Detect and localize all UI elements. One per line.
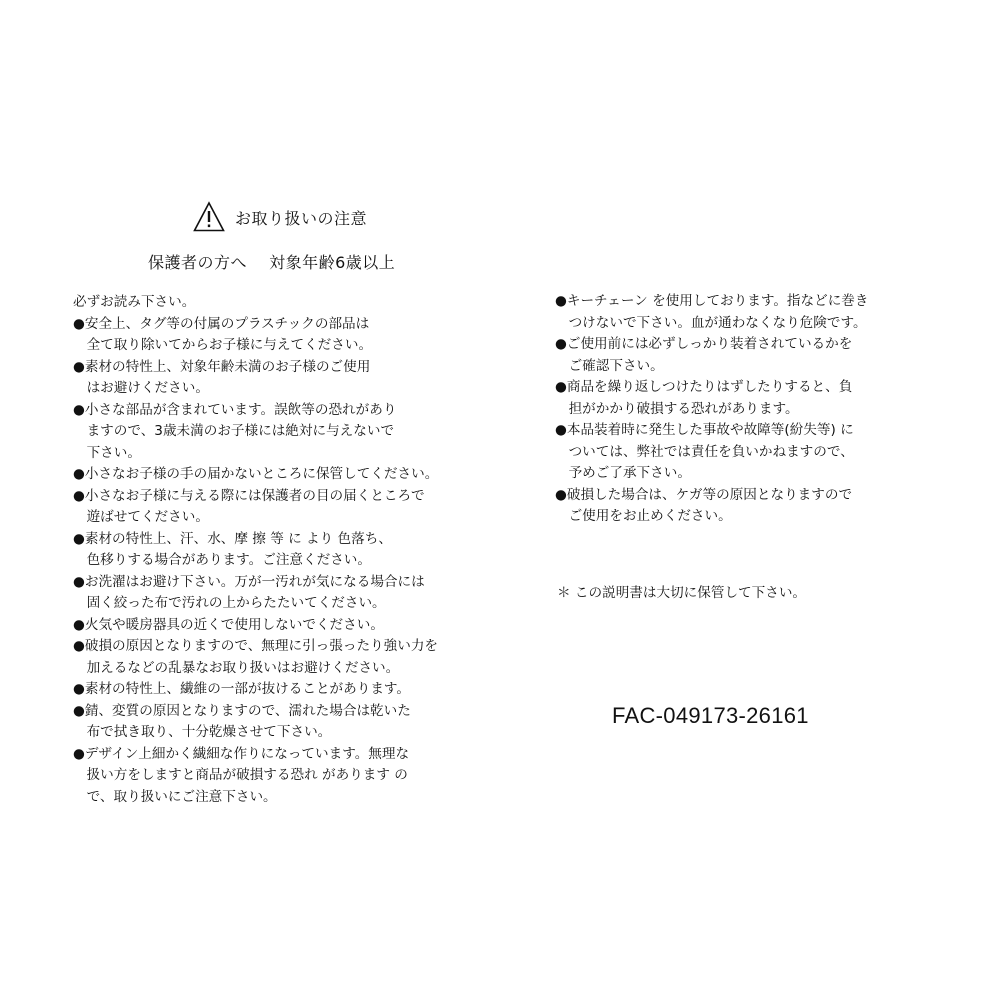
product-code: FAC-049173-26161: [612, 703, 809, 728]
list-item: はお避けください。: [73, 380, 209, 396]
list-item: 色移りする場合があります。ご注意ください。: [73, 552, 371, 568]
page-subtitle: 保護者の方へ 対象年齢6歳以上: [148, 253, 396, 272]
list-item: ●錆、変質の原因となりますので、濡れた場合は乾いた: [73, 702, 411, 719]
list-item: ●破損した場合は、ケガ等の原因となりますので: [555, 486, 853, 503]
right-caution-list: [555, 291, 868, 528]
list-item: で、取り扱いにご注意下さい。: [73, 788, 277, 805]
list-item: ●本品装着時に発生した事故や故障等(紛失等) に: [555, 422, 854, 438]
list-item: ●小さな部品が含まれています。誤飲等の恐れがあり: [73, 401, 397, 418]
list-item: 固く絞った布で汚れの上からたたいてください。: [73, 595, 386, 611]
list-item: ●小さなお子様に与える際には保護者の目の届くところで: [73, 487, 425, 504]
list-item: つけないで下さい。血が通わなくなり危険です。: [555, 314, 867, 331]
list-item: 扱い方をしますと商品が破損する恐れ があります の: [73, 767, 408, 783]
title-row: [193, 200, 367, 234]
list-item: ついては、弊社では責任を負いかねますので、: [555, 443, 854, 460]
list-item: ●商品を繰り返しつけたりはずしたりすると、負: [555, 379, 853, 395]
storage-note: ＊ この説明書は大切に保管して下さい。: [557, 585, 807, 601]
list-item: ●キーチェーン を使用しております。指などに巻き: [555, 293, 869, 309]
list-item: 加えるなどの乱暴なお取り扱いはお避けください。: [73, 659, 400, 676]
list-item: ●素材の特性上、繊維の一部が抜けることがあります。: [73, 681, 411, 697]
list-item: 全て取り除いてからお子様に与えてください。: [73, 337, 373, 353]
list-item: ●安全上、タグ等の付属のプラスチックの部品は: [73, 315, 370, 332]
list-item: ご使用をお止めください。: [555, 508, 732, 524]
list-item: ●素材の特性上、汗、水、摩 擦 等 に より 色落ち、: [73, 530, 392, 547]
list-item: ご確認下さい。: [555, 357, 664, 374]
list-item: ●素材の特性上、対象年齢未満のお子様のご使用: [73, 358, 371, 375]
list-item: ●デザイン上細かく繊細な作りになっています。無理な: [73, 745, 410, 762]
list-item: ●火気や暖房器具の近くで使用しないでください。: [73, 616, 384, 633]
list-item: 布で拭き取り、十分乾燥させて下さい。: [73, 724, 332, 740]
page-title: お取り扱いの注意: [235, 208, 368, 228]
warning-triangle-icon: [193, 201, 225, 233]
list-item: 遊ばせてください。: [73, 509, 209, 525]
left-caution-list: [73, 292, 438, 808]
list-item: ●破損の原因となりますので、無理に引っ張ったり強い力を: [73, 638, 439, 654]
list-item: 下さい。: [73, 444, 141, 461]
list-item: ●ご使用前には必ずしっかり装着されているかを: [555, 336, 853, 352]
list-item: ●小さなお子様の手の届かないところに保管してください。: [73, 466, 439, 482]
list-item: ますので、3歳未満のお子様には絶対に与えないで: [73, 423, 395, 439]
list-item: ●お洗濯はお避け下さい。万が一汚れが気になる場合には: [73, 573, 425, 590]
list-item: 予めご了承下さい。: [555, 465, 691, 481]
list-item: 担がかかり破損する恐れがあります。: [555, 400, 799, 417]
list-item: 必ずお読み下さい。: [73, 294, 196, 310]
